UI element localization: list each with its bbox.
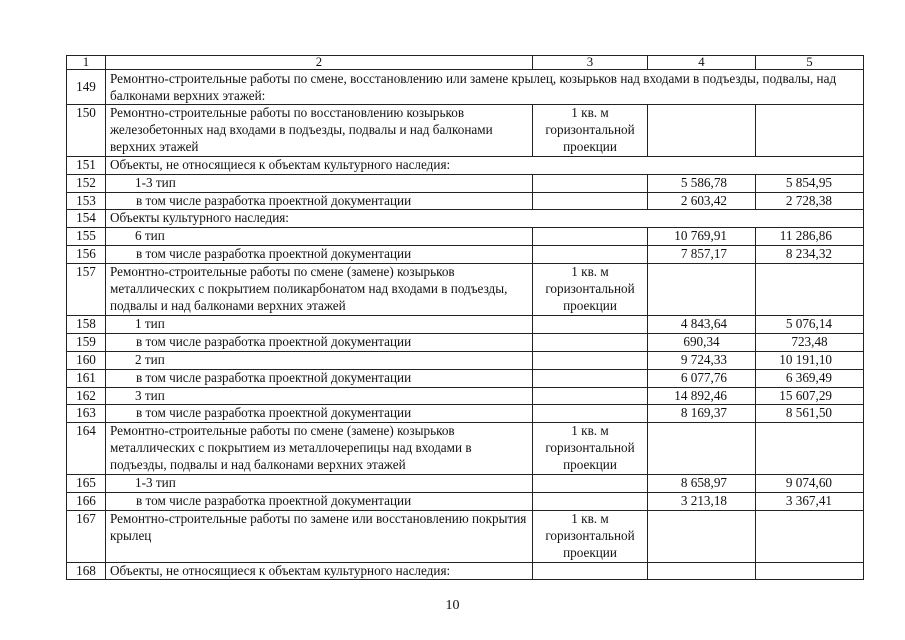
row-description [106, 228, 533, 246]
row-value-col4 [648, 105, 756, 157]
row-description [106, 369, 533, 387]
header-col-5: 5 [756, 56, 864, 70]
row-description [106, 405, 533, 423]
row-description [106, 246, 533, 264]
row-value-col4: 5 586,78 [648, 174, 756, 192]
row-unit: 1 кв. м горизонтальной проекции [533, 423, 648, 475]
header-col-2: 2 [106, 56, 533, 70]
row-number: 157 [67, 264, 106, 316]
row-unit [533, 492, 648, 510]
row-number: 165 [67, 475, 106, 493]
row-number: 167 [67, 510, 106, 562]
page-number: 10 [445, 598, 460, 613]
row-value-col5: 10 191,10 [756, 351, 864, 369]
row-number: 161 [67, 369, 106, 387]
row-description-text: 1 тип [135, 315, 165, 331]
row-value-col5: 8 561,50 [756, 405, 864, 423]
row-description-text: в том числе разработка проектной документации [136, 492, 412, 508]
row-value-col4: 2 603,42 [648, 192, 756, 210]
row-unit: 1 кв. м горизонтальной проекции [533, 264, 648, 316]
row-number: 160 [67, 351, 106, 369]
table-row [67, 210, 864, 228]
table-row [67, 423, 864, 475]
table-row [67, 405, 864, 423]
row-value-col5: 723,48 [756, 333, 864, 351]
row-description [106, 475, 533, 493]
row-number: 158 [67, 315, 106, 333]
row-description: Ремонтно-строительные работы по смене, восстановлению или замене крылец, козырьков над входами в подъезды, подвалы, над балконами верхних этажей: [106, 70, 864, 105]
row-description [106, 333, 533, 351]
row-number: 155 [67, 228, 106, 246]
row-unit [533, 475, 648, 493]
row-value-col5 [756, 510, 864, 562]
row-description [106, 174, 533, 192]
row-value-col4: 10 769,91 [648, 228, 756, 246]
row-value-col5: 2 728,38 [756, 192, 864, 210]
row-unit [533, 333, 648, 351]
header-col-1: 1 [67, 56, 106, 70]
table-row [67, 315, 864, 333]
row-value-col4: 690,34 [648, 333, 756, 351]
row-number: 168 [67, 562, 106, 580]
row-unit: 1 кв. м горизонтальной проекции [533, 510, 648, 562]
row-unit: 1 кв. м горизонтальной проекции [533, 105, 648, 157]
row-unit [533, 405, 648, 423]
table-row [67, 510, 864, 562]
row-description-text: в том числе разработка проектной документации [136, 369, 412, 385]
header-col-4: 4 [648, 56, 756, 70]
row-number: 162 [67, 387, 106, 405]
row-unit [533, 315, 648, 333]
row-unit [533, 246, 648, 264]
row-value-col5: 6 369,49 [756, 369, 864, 387]
row-description-text: 1-3 тип [135, 174, 176, 190]
row-value-col5: 5 076,14 [756, 315, 864, 333]
row-description: Объекты, не относящиеся к объектам культурного наследия: [106, 156, 864, 174]
row-value-col4 [648, 423, 756, 475]
table-row [67, 475, 864, 493]
row-description [106, 192, 533, 210]
row-unit [533, 562, 648, 580]
row-value-col5 [756, 423, 864, 475]
row-number: 156 [67, 246, 106, 264]
row-description [106, 351, 533, 369]
table-row [67, 70, 864, 105]
row-description [106, 315, 533, 333]
row-unit [533, 351, 648, 369]
table-row [67, 156, 864, 174]
row-number: 152 [67, 174, 106, 192]
row-description-text: 1-3 тип [135, 475, 176, 491]
row-description-text: 2 тип [135, 351, 165, 367]
row-number: 149 [67, 70, 106, 105]
row-description [106, 492, 533, 510]
row-unit [533, 369, 648, 387]
table-row [67, 246, 864, 264]
tariff-table [66, 55, 864, 580]
row-value-col4: 3 213,18 [648, 492, 756, 510]
row-description [106, 387, 533, 405]
row-value-col5: 5 854,95 [756, 174, 864, 192]
row-description: Ремонтно-строительные работы по замене или восстановлению покрытия крылец [106, 510, 533, 562]
row-value-col4: 6 077,76 [648, 369, 756, 387]
row-unit [533, 228, 648, 246]
row-description-text: в том числе разработка проектной документации [136, 405, 412, 421]
row-description-text: 6 тип [135, 228, 165, 244]
row-value-col4: 8 658,97 [648, 475, 756, 493]
row-description: Ремонтно-строительные работы по смене (замене) козырьков металлических с покрытием поликарбонатом над входами в подъезды, подвалы и над балконами верхних этажей [106, 264, 533, 316]
row-number: 163 [67, 405, 106, 423]
row-value-col4: 4 843,64 [648, 315, 756, 333]
row-value-col4: 14 892,46 [648, 387, 756, 405]
header-col-3: 3 [533, 56, 648, 70]
table-row [67, 351, 864, 369]
header-row [67, 56, 864, 70]
row-unit [533, 174, 648, 192]
row-number: 166 [67, 492, 106, 510]
row-number: 164 [67, 423, 106, 475]
row-value-col5 [756, 562, 864, 580]
row-number: 150 [67, 105, 106, 157]
row-description-text: в том числе разработка проектной документации [136, 246, 412, 262]
table-row [67, 228, 864, 246]
table-row [67, 369, 864, 387]
row-number: 154 [67, 210, 106, 228]
row-value-col4: 8 169,37 [648, 405, 756, 423]
row-number: 151 [67, 156, 106, 174]
table-row [67, 333, 864, 351]
row-value-col4: 7 857,17 [648, 246, 756, 264]
table-row [67, 105, 864, 157]
row-value-col5 [756, 105, 864, 157]
table-row [67, 387, 864, 405]
row-value-col5: 3 367,41 [756, 492, 864, 510]
row-description-text: в том числе разработка проектной документации [136, 192, 412, 208]
table-row [67, 264, 864, 316]
row-number: 153 [67, 192, 106, 210]
row-description-text: 3 тип [135, 387, 165, 403]
row-description: Ремонтно-строительные работы по смене (замене) козырьков металлических с покрытием из металлочерепицы над входами в подъезды, подвалы и над балконами верхних этажей [106, 423, 533, 475]
row-value-col5: 8 234,32 [756, 246, 864, 264]
row-unit [533, 387, 648, 405]
row-number: 159 [67, 333, 106, 351]
row-value-col4: 9 724,33 [648, 351, 756, 369]
row-value-col5: 15 607,29 [756, 387, 864, 405]
table-row [67, 562, 864, 580]
row-value-col5 [756, 264, 864, 316]
row-description: Ремонтно-строительные работы по восстановлению козырьков железобетонных над входами в подъезды, подвалы и над балконами верхних этажей [106, 105, 533, 157]
row-value-col5: 11 286,86 [756, 228, 864, 246]
row-description: Объекты, не относящиеся к объектам культурного наследия: [106, 562, 533, 580]
row-unit [533, 192, 648, 210]
table-row [67, 192, 864, 210]
row-value-col4 [648, 264, 756, 316]
table-row [67, 492, 864, 510]
row-value-col4 [648, 562, 756, 580]
row-value-col4 [648, 510, 756, 562]
table-row [67, 174, 864, 192]
row-description-text: в том числе разработка проектной документации [136, 333, 412, 349]
row-description: Объекты культурного наследия: [106, 210, 864, 228]
row-value-col5: 9 074,60 [756, 475, 864, 493]
